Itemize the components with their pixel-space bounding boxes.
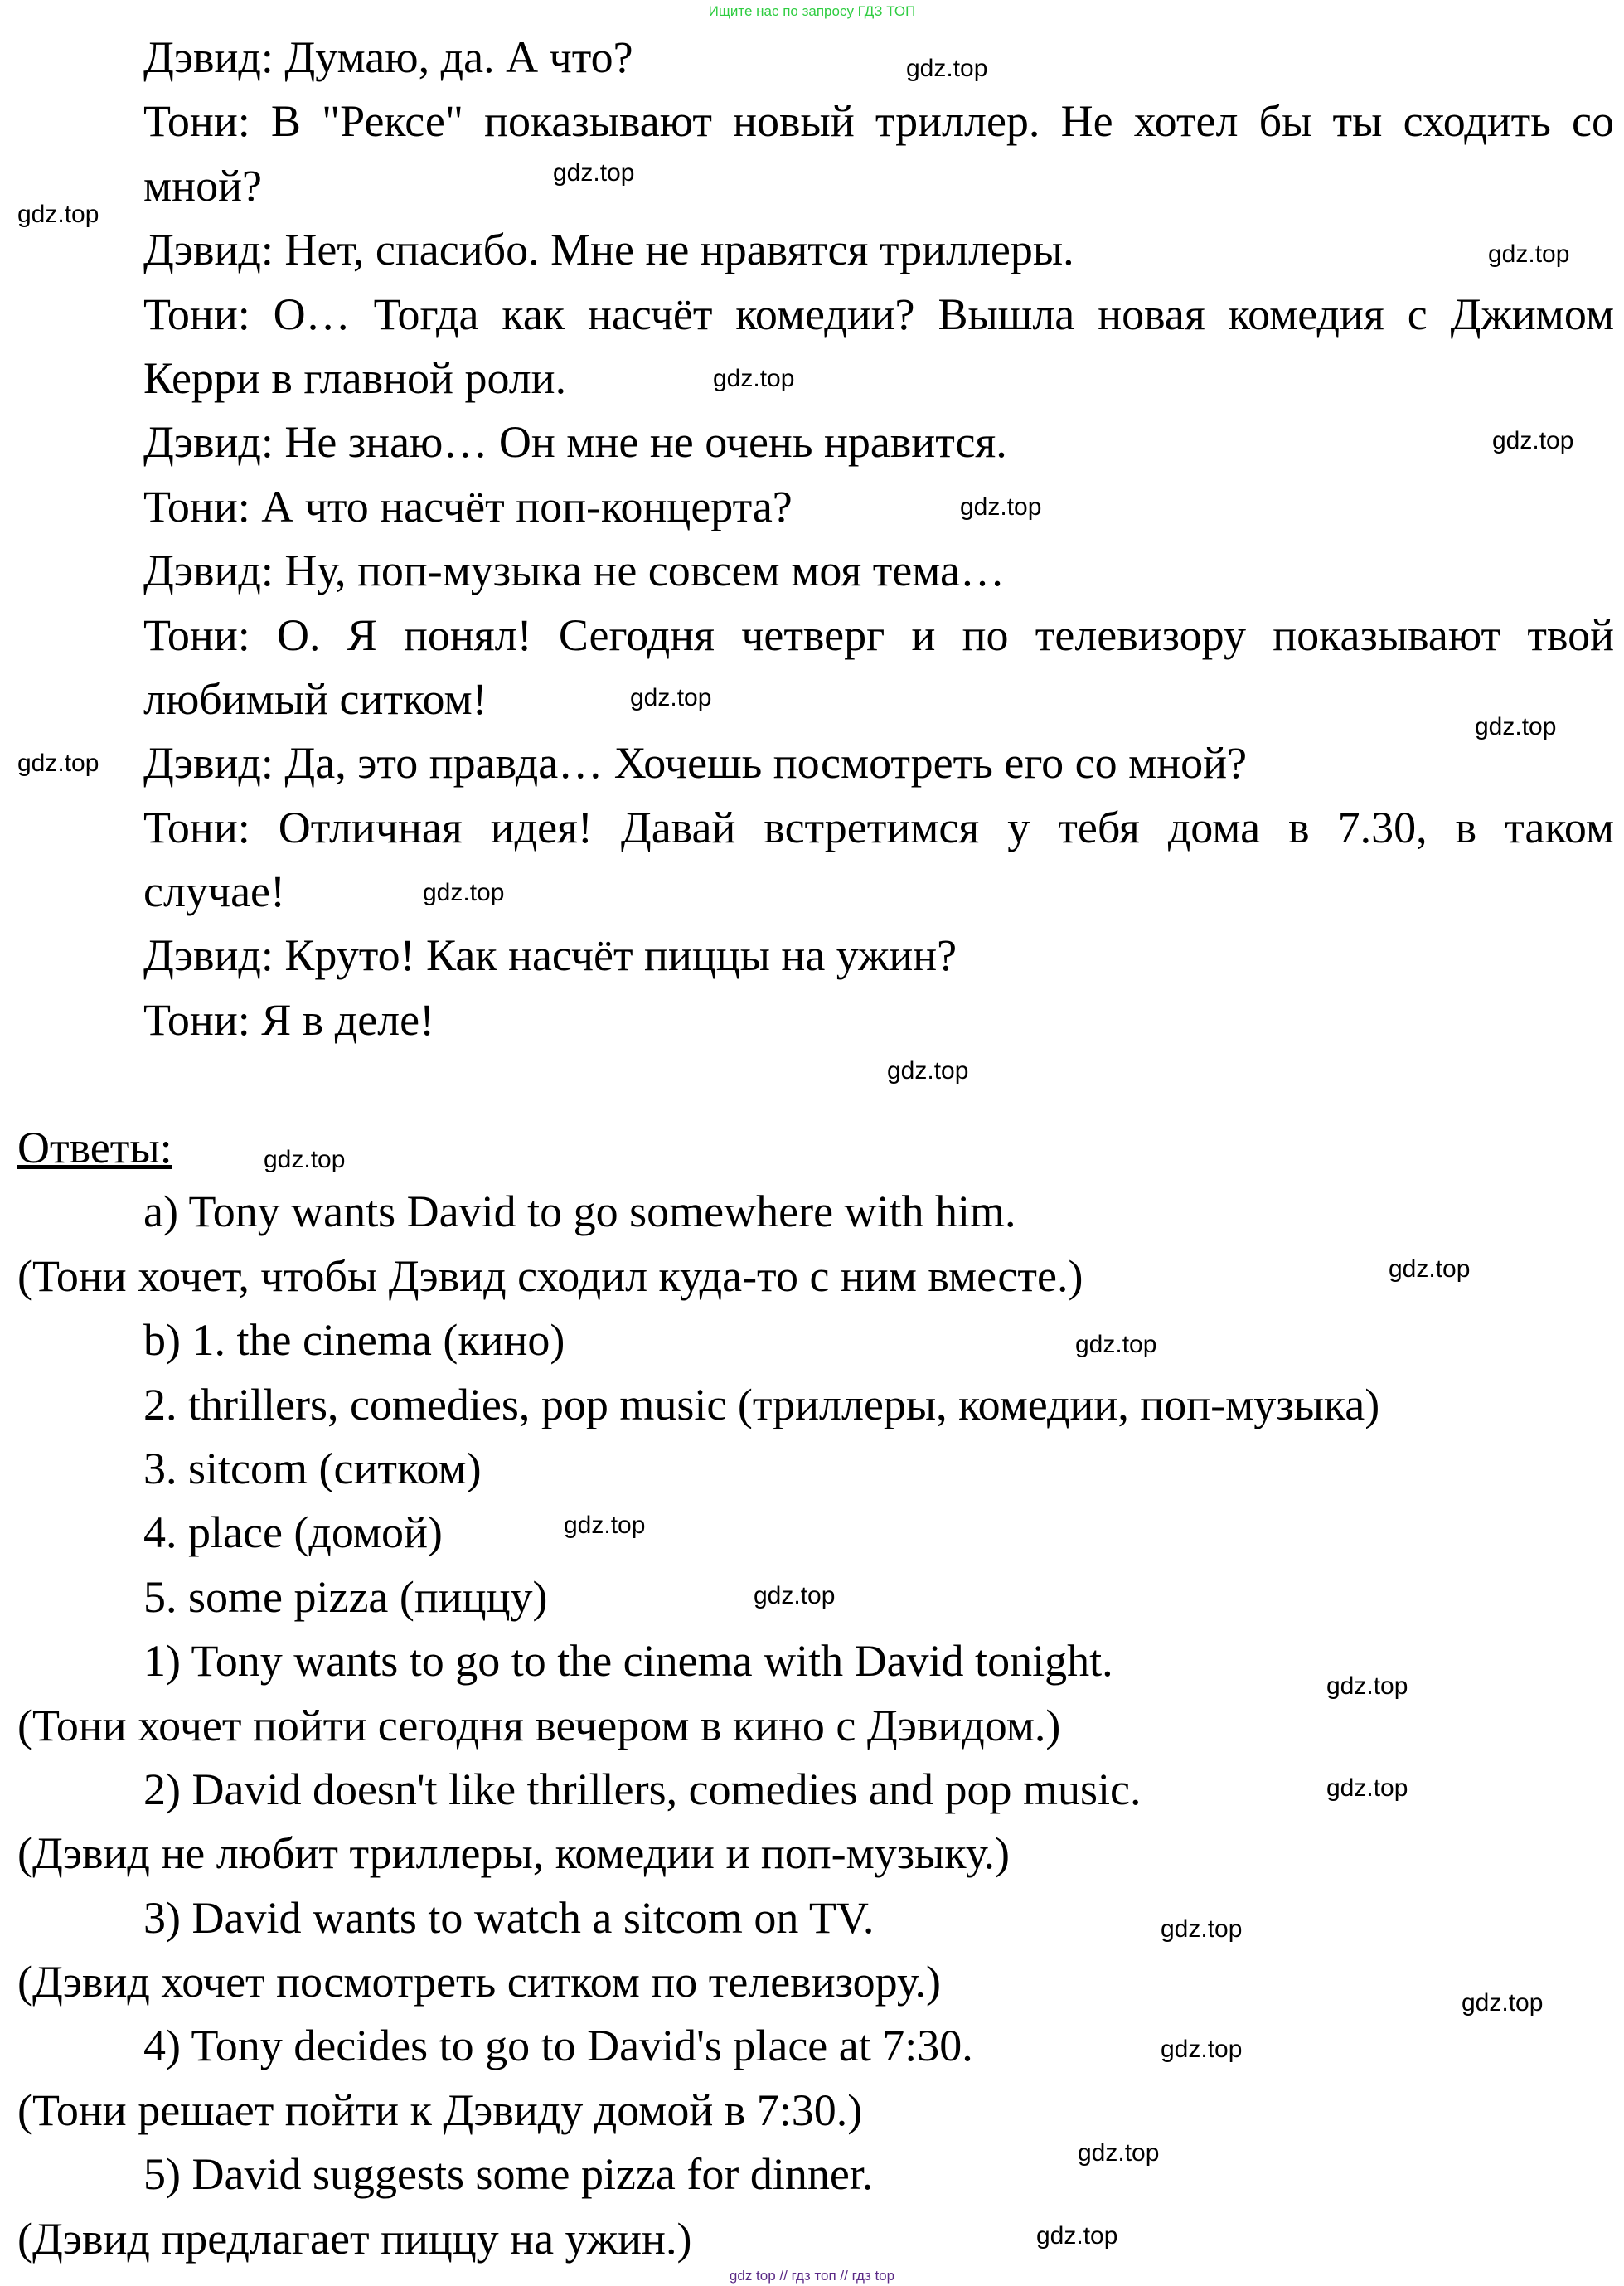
watermark: gdz.top: [630, 684, 712, 711]
watermark: gdz.top: [1326, 1774, 1408, 1802]
watermark: gdz.top: [1488, 240, 1570, 268]
watermark: gdz.top: [553, 159, 635, 187]
answer-translation: (Тони хочет, чтобы Дэвид сходил куда-то с ним вместе.): [17, 1250, 1083, 1301]
dialogue-line: Дэвид: Не знаю… Он мне не очень нравится.: [143, 417, 1007, 468]
watermark: gdz.top: [887, 1057, 969, 1085]
answer-line: 3) David wants to watch a sitcom on TV.: [143, 1892, 875, 1943]
dialogue-line: Тони: А что насчёт поп-концерта?: [143, 481, 793, 531]
dialogue-line: Тони: В "Рексе" показывают новый триллер. Не хотел бы ты сходить со: [143, 96, 1614, 147]
answer-line: b) 1. the cinema (кино): [143, 1315, 565, 1366]
answer-line: 4. place (домой): [143, 1507, 443, 1558]
watermark: gdz.top: [1075, 1331, 1157, 1358]
dialogue-line: Дэвид: Думаю, да. А что?: [143, 32, 633, 82]
answer-translation: (Дэвид предлагает пиццу на ужин.): [17, 2213, 692, 2264]
watermark: gdz.top: [1078, 2139, 1160, 2167]
answer-translation: (Дэвид хочет посмотреть ситком по телевизору.): [17, 1957, 942, 2007]
answer-translation: (Дэвид не любит триллеры, комедии и поп-музыку.): [17, 1828, 1010, 1879]
dialogue-line: Тони: Я в деле!: [143, 994, 435, 1045]
dialogue-line: Тони: Отличная идея! Давай встретимся у тебя дома в 7.30, в таком: [143, 802, 1614, 852]
answer-line: 2) David doesn't like thrillers, comedies and pop music.: [143, 1764, 1142, 1814]
watermark: gdz.top: [1475, 713, 1557, 740]
dialogue-line: любимый ситком!: [143, 673, 487, 724]
site-footer: gdz top // гдз топ // гдз top: [729, 2268, 895, 2284]
watermark: gdz.top: [264, 1146, 346, 1173]
watermark: gdz.top: [1161, 2036, 1243, 2063]
watermark: gdz.top: [564, 1512, 646, 1539]
watermark: gdz.top: [713, 365, 795, 392]
answer-line: 3. sitcom (ситком): [143, 1443, 482, 1493]
answers-title: Ответы:: [17, 1123, 172, 1172]
dialogue-line: Дэвид: Круто! Как насчёт пиццы на ужин?: [143, 930, 957, 981]
dialogue-line: Тони: О. Я понял! Сегодня четверг и по телевизору показывают твой: [143, 609, 1614, 660]
watermark: gdz.top: [1036, 2222, 1118, 2250]
watermark: gdz.top: [1492, 427, 1574, 454]
dialogue: [0, 26, 1624, 1052]
answer-line: 4) Tony decides to go to David's place at 7:30.: [143, 2021, 973, 2071]
answer-translation: (Тони хочет пойти сегодня вечером в кино с Дэвидом.): [17, 1700, 1061, 1750]
dialogue-line: мной?: [143, 160, 262, 211]
watermark: gdz.top: [17, 201, 99, 228]
dialogue-line: Керри в главной роли.: [143, 352, 567, 403]
answer-line: 5) David suggests some pizza for dinner.: [143, 2149, 874, 2200]
dialogue-line: Тони: О… Тогда как насчёт комедии? Вышла новая комедия с Джимом: [143, 289, 1614, 339]
answer-line: 1) Tony wants to go to the cinema with David tonight.: [143, 1636, 1113, 1687]
watermark: gdz.top: [906, 55, 988, 82]
dialogue-line: случае!: [143, 866, 285, 917]
watermark: gdz.top: [17, 750, 99, 777]
site-banner: Ищите нас по запросу ГДЗ ТОП: [708, 3, 916, 19]
watermark: gdz.top: [1326, 1672, 1408, 1700]
dialogue-line: Дэвид: Да, это правда… Хочешь посмотреть его со мной?: [143, 738, 1248, 789]
dialogue-line: Дэвид: Ну, поп-музыка не совсем моя тема…: [143, 546, 1006, 596]
watermark: gdz.top: [1161, 1915, 1243, 1943]
watermark: gdz.top: [1389, 1255, 1471, 1283]
answer-translation: (Тони решает пойти к Дэвиду домой в 7:30.): [17, 2085, 863, 2135]
answer-line: 5. some pizza (пиццу): [143, 1571, 548, 1622]
dialogue-line: Дэвид: Нет, спасибо. Мне не нравятся триллеры.: [143, 225, 1074, 275]
watermark: gdz.top: [1462, 1989, 1544, 2017]
watermark: gdz.top: [754, 1582, 836, 1609]
watermark: gdz.top: [960, 493, 1042, 521]
answer-line: 2. thrillers, comedies, pop music (триллеры, комедии, поп-музыка): [143, 1379, 1380, 1429]
watermark: gdz.top: [423, 879, 505, 906]
answer-line: a) Tony wants David to go somewhere with him.: [143, 1187, 1016, 1237]
